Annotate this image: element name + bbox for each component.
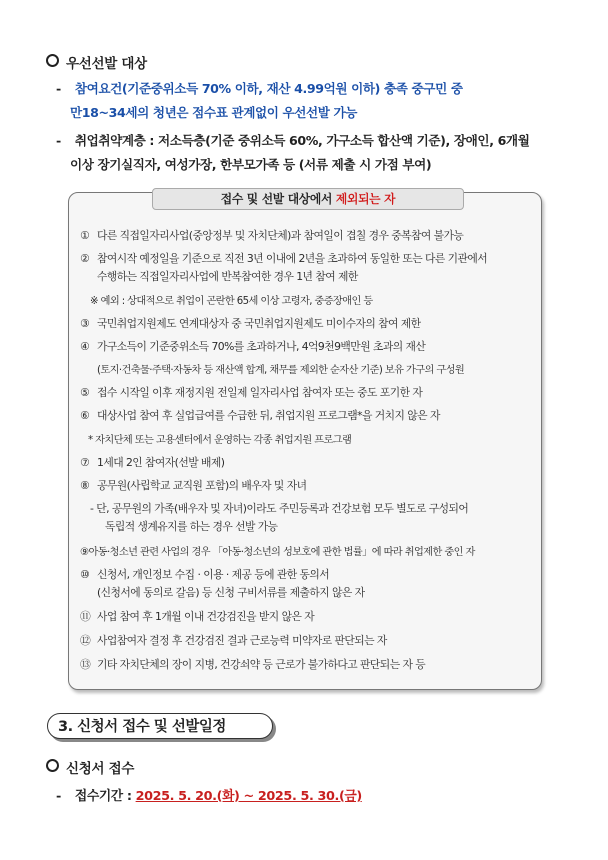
exclusion-item-6: ⑥ 대상사업 참여 후 실업급여를 수급한 뒤, 취업지원 프로그램*을 거치지 않은 자 <box>80 409 440 422</box>
section-3-title: 3. 신청서 접수 및 선발일정 <box>47 713 273 739</box>
exclusion-item-13: ⑬ 기타 자치단체의 장이 지병, 건강쇠약 등 근로가 불가하다고 판단되는 자 등 <box>80 658 426 671</box>
exclusion-item-10: ⑩ 신청서, 개인정보 수집 · 이용 · 제공 등에 관한 동의서 <box>80 568 330 581</box>
priority-heading: 우선선발 대상 <box>46 52 147 72</box>
exclusion-item-2-cont: 수행하는 직접일자리사업에 반복참여한 경우 1년 참여 제한 <box>97 270 358 283</box>
priority-line-1: - 참여요건(기준중위소득 70% 이하, 재산 4.99억원 이하) 충족 중구민 중 <box>56 81 463 96</box>
exclusion-item-3: ③ 국민취업지원제도 연계대상자 중 국민취업지원제도 미이수자의 참여 제한 <box>80 317 421 330</box>
exclusion-item-9: ⑨아동·청소년 관련 사업의 경우 「아동·청소년의 성보호에 관한 법률」에 따라 취업제한 중인 자 <box>80 547 475 558</box>
exclusion-item-12: ⑫ 사업참여자 결정 후 건강검진 결과 근로능력 미약자로 판단되는 자 <box>80 634 387 647</box>
exclusion-item-11: ⑪ 사업 참여 후 1개월 이내 건강검진을 받지 않은 자 <box>80 610 315 623</box>
exclusion-note-program: * 자치단체 또는 고용센터에서 운영하는 각종 취업지원 프로그램 <box>88 435 352 446</box>
priority-line-2: 만18~34세의 청년은 점수표 관계없이 우선선발 가능 <box>70 105 358 120</box>
exclusion-item-10-cont: (신청서에 동의로 갈음) 등 신청 구비서류를 제출하지 않은 자 <box>97 586 365 599</box>
exclusion-item-1: ① 다른 직접일자리사업(중앙정부 및 자치단체)과 참여일이 겹칠 경우 중복참여 불가능 <box>80 229 464 242</box>
exclusion-note-family-cont: 독립적 생계유지를 하는 경우 선발 가능 <box>105 520 278 533</box>
exclusion-note-exception: ※ 예외 : 상대적으로 취업이 곤란한 65세 이상 고령자, 중증장애인 등 <box>90 296 373 307</box>
exclusion-item-2: ② 참여시작 예정일을 기준으로 직전 3년 이내에 2년을 초과하여 동일한 또는 다른 기관에서 <box>80 252 488 265</box>
exclusion-item-7: ⑦ 1세대 2인 참여자(선발 배제) <box>80 456 225 469</box>
application-period: - 접수기간 : 2025. 5. 20.(화) ~ 2025. 5. 30.(금) <box>56 789 362 804</box>
circle-bullet-icon <box>46 54 59 67</box>
vulnerable-line-2: 이상 장기실직자, 여성가장, 한부모가족 등 (서류 제출 시 가점 부여) <box>70 157 432 172</box>
exclusion-item-5: ⑤ 접수 시작일 이후 재정지원 전일제 일자리사업 참여자 또는 중도 포기한 자 <box>80 386 423 399</box>
application-period-value: 2025. 5. 20.(화) ~ 2025. 5. 30.(금) <box>135 789 362 804</box>
exclusion-box-title: 접수 및 선발 대상에서 제외되는 자 <box>152 188 464 210</box>
application-heading: 신청서 접수 <box>46 757 134 777</box>
exclusion-note-family: - 단, 공무원의 가족(배우자 및 자녀)이라도 주민등록과 건강보험 모두 별도로 구성되어 <box>90 502 469 515</box>
exclusion-item-4: ④ 가구소득이 기준중위소득 70%를 초과하거나, 4억9천9백만원 초과의 재산 <box>80 340 426 353</box>
circle-bullet-icon <box>46 759 59 772</box>
exclusion-item-4-cont: (토지·건축물·주택·자동차 등 재산액 합계, 채무를 제외한 순자산 기준) 보유 가구의 구성원 <box>97 365 465 376</box>
vulnerable-line-1: - 취업취약계층 : 저소득층(기준 중위소득 60%, 가구소득 합산액 기준), 장애인, 6개월 <box>56 133 530 148</box>
exclusion-item-8: ⑧ 공무원(사립학교 교직원 포함)의 배우자 및 자녀 <box>80 479 307 492</box>
